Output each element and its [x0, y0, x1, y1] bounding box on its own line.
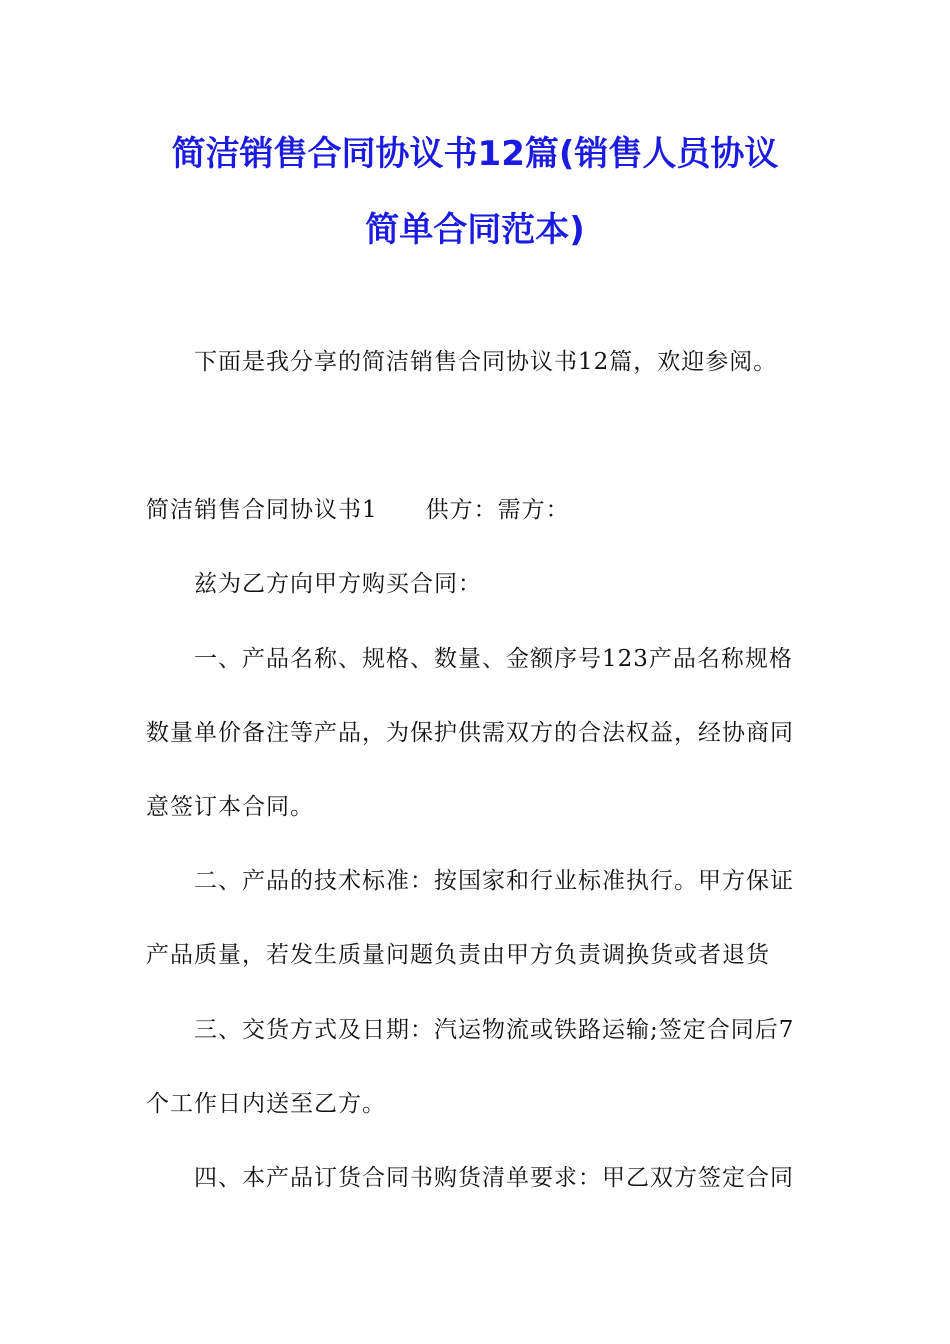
body-line: 四、本产品订货合同书购货清单要求：甲乙双方签定合同	[194, 1165, 794, 1191]
document-title-line-2: 简单合同范本)	[365, 210, 585, 250]
section-heading: 简洁销售合同协议书1 供方：需方：	[146, 497, 570, 523]
body-line: 三、交货方式及日期：汽运物流或铁路运输;签定合同后7	[194, 1017, 795, 1043]
intro-paragraph: 下面是我分享的简洁销售合同协议书12篇，欢迎参阅。	[194, 349, 778, 375]
document-title-line-1: 简洁销售合同协议书12篇(销售人员协议	[171, 134, 779, 174]
body-line: 一、产品名称、规格、数量、金额序号123产品名称规格	[194, 646, 793, 672]
body-line: 兹为乙方向甲方购买合同：	[194, 571, 482, 597]
body-line: 数量单价备注等产品，为保护供需双方的合法权益，经协商同	[146, 720, 794, 746]
body-line: 产品质量，若发生质量问题负责由甲方负责调换货或者退货	[146, 942, 770, 968]
body-line: 二、产品的技术标准：按国家和行业标准执行。甲方保证	[194, 868, 794, 894]
body-line: 意签订本合同。	[146, 794, 314, 820]
body-line: 个工作日内送至乙方。	[146, 1091, 386, 1117]
